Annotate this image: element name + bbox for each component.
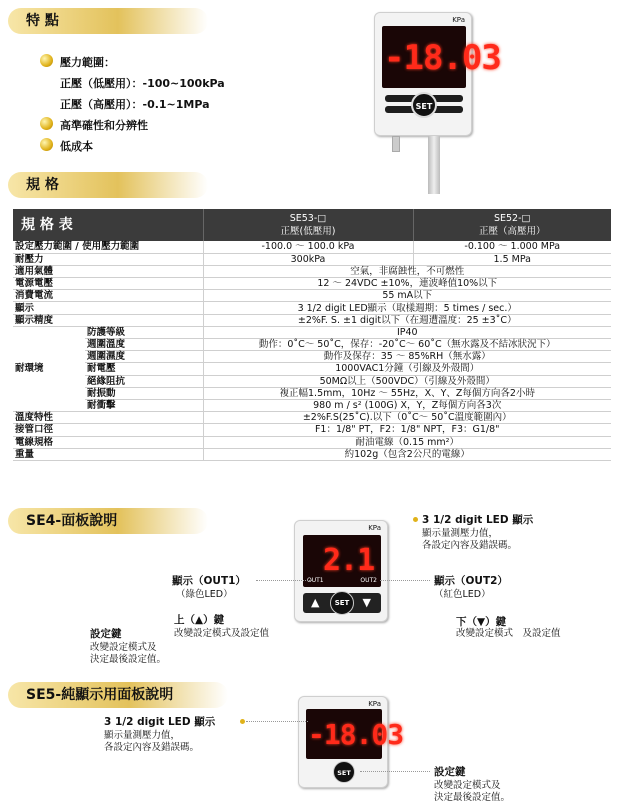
led-screen [306, 709, 404, 759]
env-label: 耐環境 [13, 326, 85, 411]
se4-section-title: SE4-面板說明 [8, 508, 208, 534]
se5-led-desc: 各設定內容及錯誤碼。 [104, 742, 200, 753]
feature-accuracy: 高準確性和分辨性 [60, 119, 148, 132]
env-sub-label: 絕緣阻抗 [85, 375, 203, 387]
unit-label: KPa [368, 524, 381, 532]
col-high-pressure [413, 209, 611, 241]
leader-line [246, 721, 308, 722]
env-value: 動作及保存：35 ～ 85%RH（無水露） [203, 351, 611, 363]
row-label: 重量 [13, 448, 203, 460]
env-value: 1000VAC1分鐘（引線及外殼間） [203, 363, 611, 375]
row-label: 接管口徑 [13, 424, 203, 436]
set-button[interactable]: SET [333, 761, 355, 783]
table-title: 規 格 表 [13, 209, 203, 241]
led-digits: -18.03 [308, 718, 404, 751]
env-sub-label: 週圍溫度 [85, 339, 203, 351]
se4-out1-title: 顯示（OUT1） [172, 575, 246, 587]
fitting-pin [392, 136, 400, 152]
feature-pressure-range: 壓力範圍： [60, 56, 115, 69]
table-header-row [13, 209, 611, 241]
bullet-icon [40, 138, 53, 151]
up-arrow-icon[interactable]: ▲ [311, 596, 320, 609]
table-row [13, 290, 611, 302]
spec-section-title: 規 格 [8, 172, 208, 198]
se4-down-desc: 改變設定模式 及設定值 [456, 628, 561, 639]
table-row [13, 241, 611, 253]
env-sub-label: 耐衝擊 [85, 399, 203, 411]
row-label: 顯示 [13, 302, 203, 314]
led-digits: -18.03 [384, 38, 501, 78]
row-label: 耐壓力 [13, 253, 203, 265]
table-row [13, 399, 611, 411]
row-value: 3 1/2 digit LED顯示（取樣週期：5 times / sec.） [203, 302, 611, 314]
se5-section-title: SE5-純顯示用面板說明 [8, 682, 228, 708]
row-value: F1：1/8" PT，F2：1/8" NPT，F3：G1/8" [203, 424, 611, 436]
row-label: 顯示精度 [13, 314, 203, 326]
table-row [13, 265, 611, 277]
row-label: 設定壓力範圍 / 使用壓力範圍 [13, 241, 203, 253]
table-row [13, 412, 611, 424]
leader-line [380, 580, 430, 581]
se5-set-desc: 改變設定模式及 [434, 780, 501, 791]
se4-set-title: 設定鍵 [90, 628, 122, 640]
pressure-switch-photo [374, 12, 501, 136]
col-low-pressure [203, 209, 413, 241]
se4-led-desc: 顯示量測壓力值， [422, 528, 499, 539]
env-sub-label: 週圍濕度 [85, 351, 203, 363]
env-sub-label: 耐振動 [85, 387, 203, 399]
se5-led-title: 3 1/2 digit LED 顯示 [104, 716, 216, 728]
bullet-icon [40, 117, 53, 130]
env-sub-label: 防護等級 [85, 326, 203, 338]
row-value: 空氣，非腐蝕性，不可燃性 [203, 265, 611, 277]
row-value: 1.5 MPa [413, 253, 611, 265]
se4-out2-title: 顯示（OUT2） [434, 575, 508, 587]
se4-out1-desc: （綠色LED） [176, 589, 233, 600]
feature-low-cost: 低成本 [60, 140, 93, 153]
cable-icon [428, 136, 440, 194]
row-value: -0.100 ～ 1.000 MPa [413, 241, 611, 253]
bullet-icon [40, 54, 53, 67]
led-digits: 2.1 [323, 543, 375, 578]
env-value: 980 m / s² (100G) X，Y，Z每個方向各3次 [203, 399, 611, 411]
callout-dot [240, 719, 245, 724]
col-high-sub: 正壓（高壓用） [478, 226, 546, 237]
set-button[interactable]: SET [330, 591, 354, 615]
callout-dot [413, 517, 418, 522]
feature-high-pressure: 正壓（高壓用）：-0.1~1MPa [60, 98, 210, 111]
table-row [13, 363, 611, 375]
row-value: ±2%F. S. ±1 digit以下（在週遭溫度：25 ±3˚C） [203, 314, 611, 326]
se5-set-desc: 決定最後設定值。 [434, 792, 511, 803]
table-row [13, 253, 611, 265]
se4-led-desc: 各設定內容及錯誤碼。 [422, 540, 518, 551]
unit-label: KPa [368, 700, 381, 708]
row-value: 55 mA以下 [203, 290, 611, 302]
table-row [13, 375, 611, 387]
table-row [13, 436, 611, 448]
env-value: IP40 [203, 326, 611, 338]
row-label: 電源電壓 [13, 278, 203, 290]
row-value: -100.0 ～ 100.0 kPa [203, 241, 413, 253]
row-value: 耐油電線（0.15 mm²） [203, 436, 611, 448]
se4-set-desc: 改變設定模式及 [90, 642, 157, 653]
led-screen [382, 26, 501, 88]
row-value: 300kPa [203, 253, 413, 265]
row-value: ±2%F.S(25˚C).以下（0˚C～ 50˚C溫度範圍內） [203, 412, 611, 424]
se4-set-desc: 決定最後設定值。 [90, 654, 167, 665]
out2-indicator: OUT2 [360, 577, 377, 584]
se4-panel [294, 520, 388, 622]
col-high-model: SE52-□ [493, 213, 531, 224]
table-row [13, 314, 611, 326]
row-label: 溫度特性 [13, 412, 203, 424]
set-button: SET [411, 92, 437, 118]
se5-panel [298, 696, 404, 788]
se4-down-title: 下（▼）鍵 [456, 616, 507, 628]
leader-line [256, 580, 312, 581]
se4-up-title: 上（▲）鍵 [174, 614, 225, 626]
env-value: 50MΩ以上（500VDC）（引線及外殼間） [203, 375, 611, 387]
se4-up-desc: 改變設定模式及設定值 [174, 628, 270, 639]
col-low-model: SE53-□ [289, 213, 327, 224]
feature-low-pressure: 正壓（低壓用）：-100~100kPa [60, 77, 225, 90]
se4-led-title: 3 1/2 digit LED 顯示 [422, 514, 534, 526]
se5-led-desc: 顯示量測壓力值， [104, 730, 181, 741]
table-row [13, 278, 611, 290]
led-screen [303, 535, 381, 587]
table-row [13, 351, 611, 363]
table-row [13, 387, 611, 399]
row-label: 電線規格 [13, 436, 203, 448]
row-value: 約102g（包含2公尺的電線） [203, 448, 611, 460]
col-low-sub: 正壓(低壓用) [280, 226, 336, 237]
table-row [13, 302, 611, 314]
unit-label: KPa [452, 16, 465, 24]
env-sub-label: 耐電壓 [85, 363, 203, 375]
table-row [13, 424, 611, 436]
down-arrow-icon[interactable]: ▼ [362, 596, 371, 609]
spec-table [13, 209, 611, 461]
features-section-title: 特 點 [8, 8, 208, 34]
table-row [13, 339, 611, 351]
out1-indicator: OUT1 [307, 577, 324, 584]
table-row [13, 448, 611, 460]
env-value: 複正幅1.5mm，10Hz ～ 55Hz，X、Y、Z每個方向各2小時 [203, 387, 611, 399]
env-value: 動作：0˚C～ 50˚C，保存：-20˚C～ 60˚C（無水露及不結冰狀況下） [203, 339, 611, 351]
row-value: 12 ～ 24VDC ±10%，連波峰值10%以下 [203, 278, 611, 290]
se5-set-title: 設定鍵 [434, 766, 466, 778]
leader-line [360, 771, 430, 772]
table-row [13, 326, 611, 338]
row-label: 消費電流 [13, 290, 203, 302]
row-label: 適用氣體 [13, 265, 203, 277]
se4-out2-desc: （紅色LED） [434, 589, 491, 600]
